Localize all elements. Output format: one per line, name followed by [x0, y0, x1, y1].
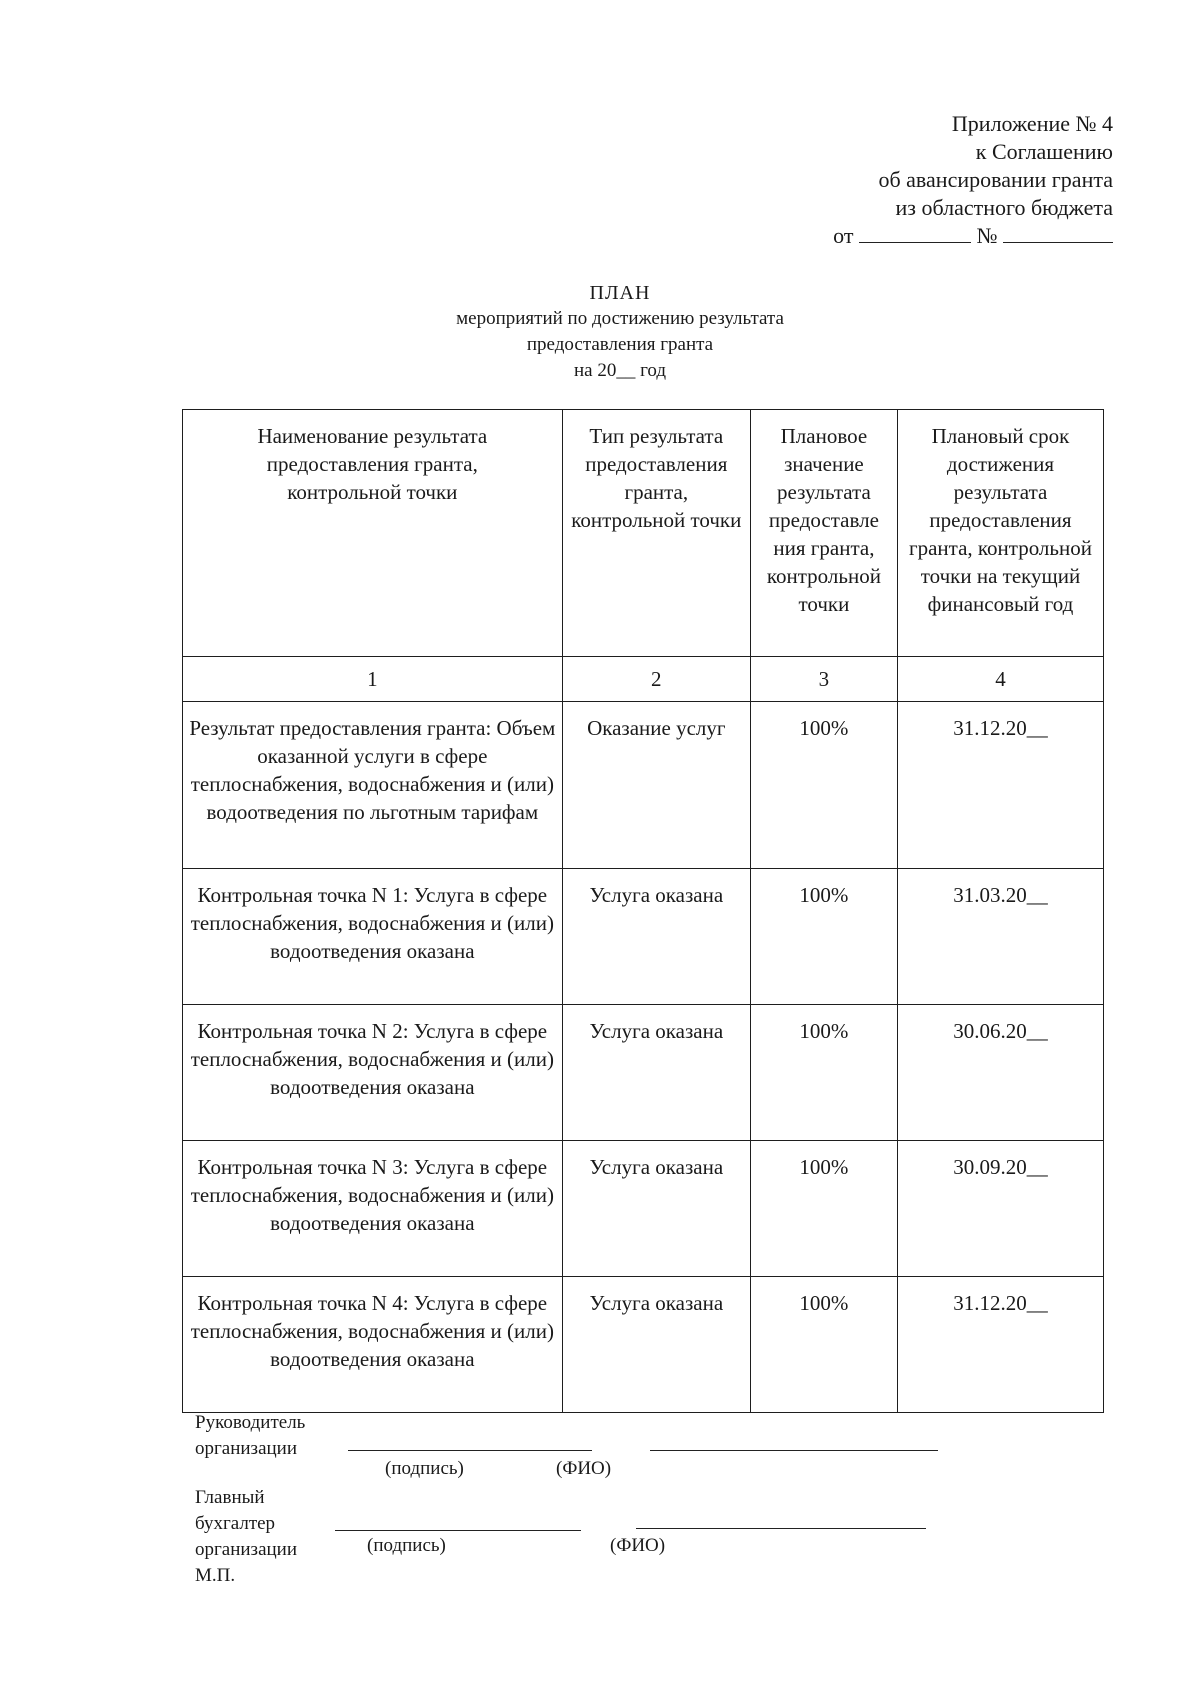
header-cell: Наименование результата предоставления гранта, контрольной точки: [183, 410, 563, 657]
row-name: Контрольная точка N 3: Услуга в сфере теплоснабжения, водоснабжения и (или) водоотведения оказана: [183, 1141, 563, 1277]
row-name: Контрольная точка N 1: Услуга в сфере теплоснабжения, водоснабжения и (или) водоотведения оказана: [183, 869, 563, 1005]
accountant-signature-label: [195, 1485, 297, 1589]
column-number: 1: [183, 657, 563, 702]
date-blank: [859, 224, 971, 243]
accountant-signature-line: [335, 1530, 581, 1531]
accountant-name-line: [636, 1528, 926, 1529]
stamp-label: М.П.: [195, 1565, 236, 1586]
table-row: [183, 1005, 1104, 1141]
header-cell: Тип результата предоставления гранта, контрольной точки: [562, 410, 750, 657]
row-value: 100%: [750, 1005, 897, 1141]
table-row: [183, 702, 1104, 869]
row-deadline: 30.09.20__: [897, 1141, 1103, 1277]
row-value: 100%: [750, 702, 897, 869]
document-title: [400, 280, 840, 384]
column-number: 4: [897, 657, 1103, 702]
head-label-line-2: организации: [195, 1438, 298, 1459]
column-number: 2: [562, 657, 750, 702]
row-value: 100%: [750, 1141, 897, 1277]
header-cell: Плановое значение результата предоставле ния гранта, контрольной точки: [750, 410, 897, 657]
row-type: Услуга оказана: [562, 1141, 750, 1277]
row-type: Оказание услуг: [562, 702, 750, 869]
title-line-1: мероприятий по достижению результата: [456, 308, 784, 329]
appendix-date-line: [833, 222, 1113, 250]
appendix-block: [833, 110, 1113, 250]
head-name-line: [650, 1450, 938, 1451]
date-prefix: от: [833, 223, 854, 248]
appendix-line-2: к Соглашению: [975, 139, 1113, 164]
table-row: [183, 1277, 1104, 1413]
title-line-3: на 20__ год: [573, 360, 667, 381]
head-signature-caption: (подпись): [385, 1458, 464, 1479]
row-type: Услуга оказана: [562, 1005, 750, 1141]
plan-table: [182, 409, 1104, 1413]
column-number: 3: [750, 657, 897, 702]
accountant-label-line-1: Главный: [195, 1487, 265, 1508]
title-head: ПЛАН: [589, 282, 651, 304]
appendix-line-1: Приложение № 4: [951, 111, 1113, 136]
head-signature-line: [348, 1450, 592, 1451]
accountant-name-caption: (ФИО): [610, 1535, 666, 1556]
head-name-caption: (ФИО): [556, 1458, 612, 1479]
accountant-label-line-3: организации: [195, 1539, 298, 1560]
column-number-row: [183, 657, 1104, 702]
accountant-label-line-2: бухгалтер: [195, 1513, 276, 1534]
row-value: 100%: [750, 869, 897, 1005]
number-prefix: №: [976, 223, 998, 248]
appendix-line-3: об авансировании гранта: [878, 167, 1113, 192]
number-blank: [1003, 224, 1113, 243]
row-deadline: 31.12.20__: [897, 1277, 1103, 1413]
row-type: Услуга оказана: [562, 1277, 750, 1413]
row-deadline: 31.03.20__: [897, 869, 1103, 1005]
row-name: Контрольная точка N 4: Услуга в сфере теплоснабжения, водоснабжения и (или) водоотведения оказана: [183, 1277, 563, 1413]
row-deadline: 31.12.20__: [897, 702, 1103, 869]
table-row: [183, 1141, 1104, 1277]
head-signature-label: [195, 1410, 305, 1462]
row-deadline: 30.06.20__: [897, 1005, 1103, 1141]
head-label-line-1: Руководитель: [195, 1412, 306, 1433]
row-type: Услуга оказана: [562, 869, 750, 1005]
header-row: [183, 410, 1104, 657]
accountant-signature-caption: (подпись): [367, 1535, 446, 1556]
row-name: Результат предоставления гранта: Объем оказанной услуги в сфере теплоснабжения, водоснабжения и (или) водоотведения по льготным тарифам: [183, 702, 563, 869]
row-name: Контрольная точка N 2: Услуга в сфере теплоснабжения, водоснабжения и (или) водоотведения оказана: [183, 1005, 563, 1141]
appendix-line-4: из областного бюджета: [895, 195, 1113, 220]
header-cell: Плановый срок достижения результата предоставления гранта, контрольной точки на текущий финансовый год: [897, 410, 1103, 657]
table-row: [183, 869, 1104, 1005]
title-line-2: предоставления гранта: [526, 334, 714, 355]
row-value: 100%: [750, 1277, 897, 1413]
